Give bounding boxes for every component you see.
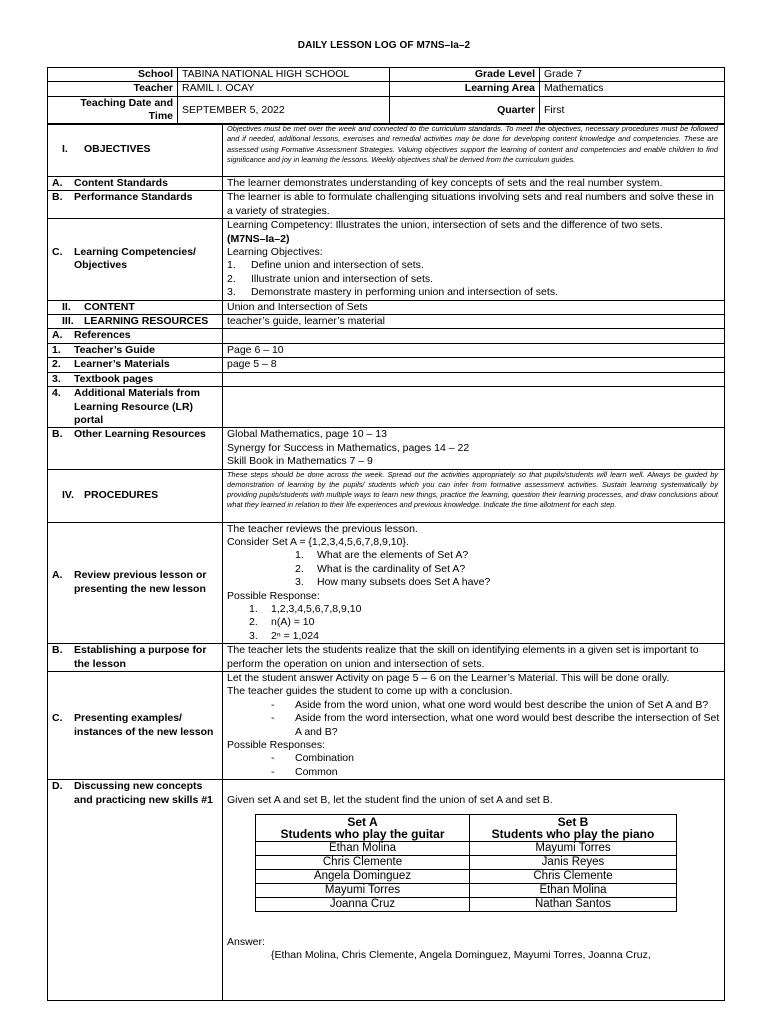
list-item: - Combination [271, 752, 354, 765]
list-item: 3. Demonstrate mastery in performing union and intersection of sets. [227, 286, 558, 299]
objectives-title: Learning Objectives: [227, 246, 323, 259]
list-item: - Common [271, 765, 338, 778]
teachers-guide-text: Page 6 – 10 [223, 343, 725, 357]
teacher-value: RAMIL I. OCAY [178, 82, 390, 96]
table-row: Ethan Molina Mayumi Torres [256, 841, 677, 855]
review-text [223, 522, 725, 644]
area-value: Mathematics [540, 82, 725, 96]
answer-text: {Ethan Molina, Chris Clemente, Angela Dominguez, Mayumi Torres, Joanna Cruz, [271, 949, 651, 962]
textbook-label: 3. Textbook pages [48, 372, 223, 386]
lesson-table [47, 123, 725, 1001]
content-standards-text: The learner demonstrates understanding of key concepts of sets and the real number system. [223, 177, 725, 191]
review-line: The teacher reviews the previous lesson. [227, 522, 418, 535]
set-b-header: Set B Students who play the piano [470, 814, 677, 841]
list-item: 3. 2ⁿ = 1,024 [249, 629, 319, 642]
table-row: Angela Dominguez Chris Clemente [256, 869, 677, 883]
performance-standards-text: The learner is able to formulate challenging situations involving sets and real numbers and solve these in a variety of strategies. [223, 191, 725, 219]
teachers-guide-label: 1. Teacher’s Guide [48, 343, 223, 357]
discussing-text [223, 780, 725, 1001]
learners-materials-label: 2. Learner’s Materials [48, 358, 223, 372]
list-item: 3. How many subsets does Set A have? [295, 576, 491, 589]
document-title: DAILY LESSON LOG OF M7NS–Ia–2 [297, 40, 471, 51]
examples-text [223, 672, 725, 780]
objectives-label: I. OBJECTIVES [48, 124, 223, 177]
references-label: A. References [48, 329, 223, 343]
examples-line: The teacher guides the student to come up with a conclusion. [227, 685, 513, 698]
textbook-text [223, 372, 725, 386]
school-label: School [48, 68, 178, 82]
learners-materials-text: page 5 – 8 [223, 358, 725, 372]
purpose-text: The teacher lets the students realize that the skill on identifying elements in a given set is important to perform the operation on union and intersection of sets. [223, 644, 725, 672]
sets-table [255, 814, 677, 912]
header-table [47, 67, 725, 125]
content-text: Union and Intersection of Sets [223, 300, 725, 314]
area-label: Learning Area [390, 82, 540, 96]
list-item: 2. Illustrate union and intersection of sets. [227, 272, 434, 285]
resources-label: III. LEARNING RESOURCES [48, 315, 223, 329]
list-item: 1. What are the elements of Set A? [295, 549, 469, 562]
purpose-label: B. Establishing a purpose for the lesson [48, 644, 223, 672]
competency-code: (M7NS–Ia–2) [227, 232, 290, 245]
content-standards-label: A. Content Standards [48, 177, 223, 191]
table-row: Joanna Cruz Nathan Santos [256, 897, 677, 911]
list-item: 2. What is the cardinality of Set A? [295, 562, 466, 575]
performance-standards-label: B. Performance Standards [48, 191, 223, 219]
objectives-note: Objectives must be met over the week and connected to the curriculum standards. To meet the objectives, necessary procedures must be followed and if needed, additional lessons, exercises and remedial activities may be done for developing content knowledge and competencies. These are assessed using Formative Assessment Strategies. Valuing objectives support the learning of content and competencies and enable children to find significance and joy in learning the lessons. Weekly objectives shall be derived from the curriculum guides. [223, 124, 725, 177]
list-item: Synergy for Success in Mathematics, pages 14 – 22 [227, 441, 470, 454]
competencies-text [223, 219, 725, 300]
table-row: Mayumi Torres Ethan Molina [256, 883, 677, 897]
other-resources-text [223, 428, 725, 469]
discussing-intro: Given set A and set B, let the student find the union of set A and set B. [227, 794, 553, 807]
resources-text: teacher’s guide, learner’s material [223, 315, 725, 329]
review-label: A. Review previous lesson or presenting the new lesson [48, 522, 223, 644]
grade-value: Grade 7 [540, 68, 725, 82]
date-value: SEPTEMBER 5, 2022 [178, 96, 390, 124]
examples-label: C. Presenting examples/ instances of the new lesson [48, 672, 223, 780]
response-title: Possible Responses: [227, 739, 326, 752]
teacher-label: Teacher [48, 82, 178, 96]
school-value: TABINA NATIONAL HIGH SCHOOL [178, 68, 390, 82]
additional-label: 4. Additional Materials from Learning Resource (LR) portal [48, 387, 223, 428]
other-resources-label: B. Other Learning Resources [48, 428, 223, 469]
set-a-line: Consider Set A = {1,2,3,4,5,6,7,8,9,10}. [227, 535, 409, 548]
set-a-header: Set A Students who play the guitar [256, 814, 470, 841]
procedures-label: IV. PROCEDURES [48, 469, 223, 522]
answer-label: Answer: [227, 935, 265, 948]
list-item: 2. n(A) = 10 [249, 616, 315, 629]
table-row: Chris Clemente Janis Reyes [256, 855, 677, 869]
references-text [223, 329, 725, 343]
additional-text [223, 387, 725, 428]
list-item: Skill Book in Mathematics 7 – 9 [227, 455, 373, 468]
list-item: 1. 1,2,3,4,5,6,7,8,9,10 [249, 602, 362, 615]
quarter-label: Quarter [390, 96, 540, 124]
grade-label: Grade Level [390, 68, 540, 82]
content-label: II. CONTENT [48, 300, 223, 314]
quarter-value: First [540, 96, 725, 124]
list-item: - Aside from the word intersection, what one word would best describe the intersection of Set A and B? [271, 712, 720, 738]
list-item: Global Mathematics, page 10 – 13 [227, 428, 387, 441]
list-item: 1. Define union and intersection of sets. [227, 259, 424, 272]
response-title: Possible Response: [227, 589, 320, 602]
list-item: - Aside from the word union, what one word would best describe the union of Set A and B? [271, 698, 709, 711]
procedures-note: These steps should be done across the week. Spread out the activities appropriately so that pupils/students will learn well. Always be guided by demonstration of learning by the pupils/ students which you can infer from formative assessment activities. Sustain learning systematically by providing pupils/students with multiple ways to learn new things, practice the learning, question their learning processes, and draw conclusions about what they learned in relation to their life experiences and previous knowledge. Indicate the time allotment for each step. [223, 469, 725, 522]
competency-line: Learning Competency: Illustrates the union, intersection of sets and the difference of two sets. [227, 219, 663, 232]
competencies-label: C. Learning Competencies/ Objectives [48, 219, 223, 300]
discussing-label: D. Discussing new concepts and practicing new skills #1 [48, 780, 223, 1001]
date-label: Teaching Date and Time [48, 96, 178, 124]
examples-line: Let the student answer Activity on page 5 – 6 on the Learner’s Material. This will be done orally. [227, 672, 670, 684]
